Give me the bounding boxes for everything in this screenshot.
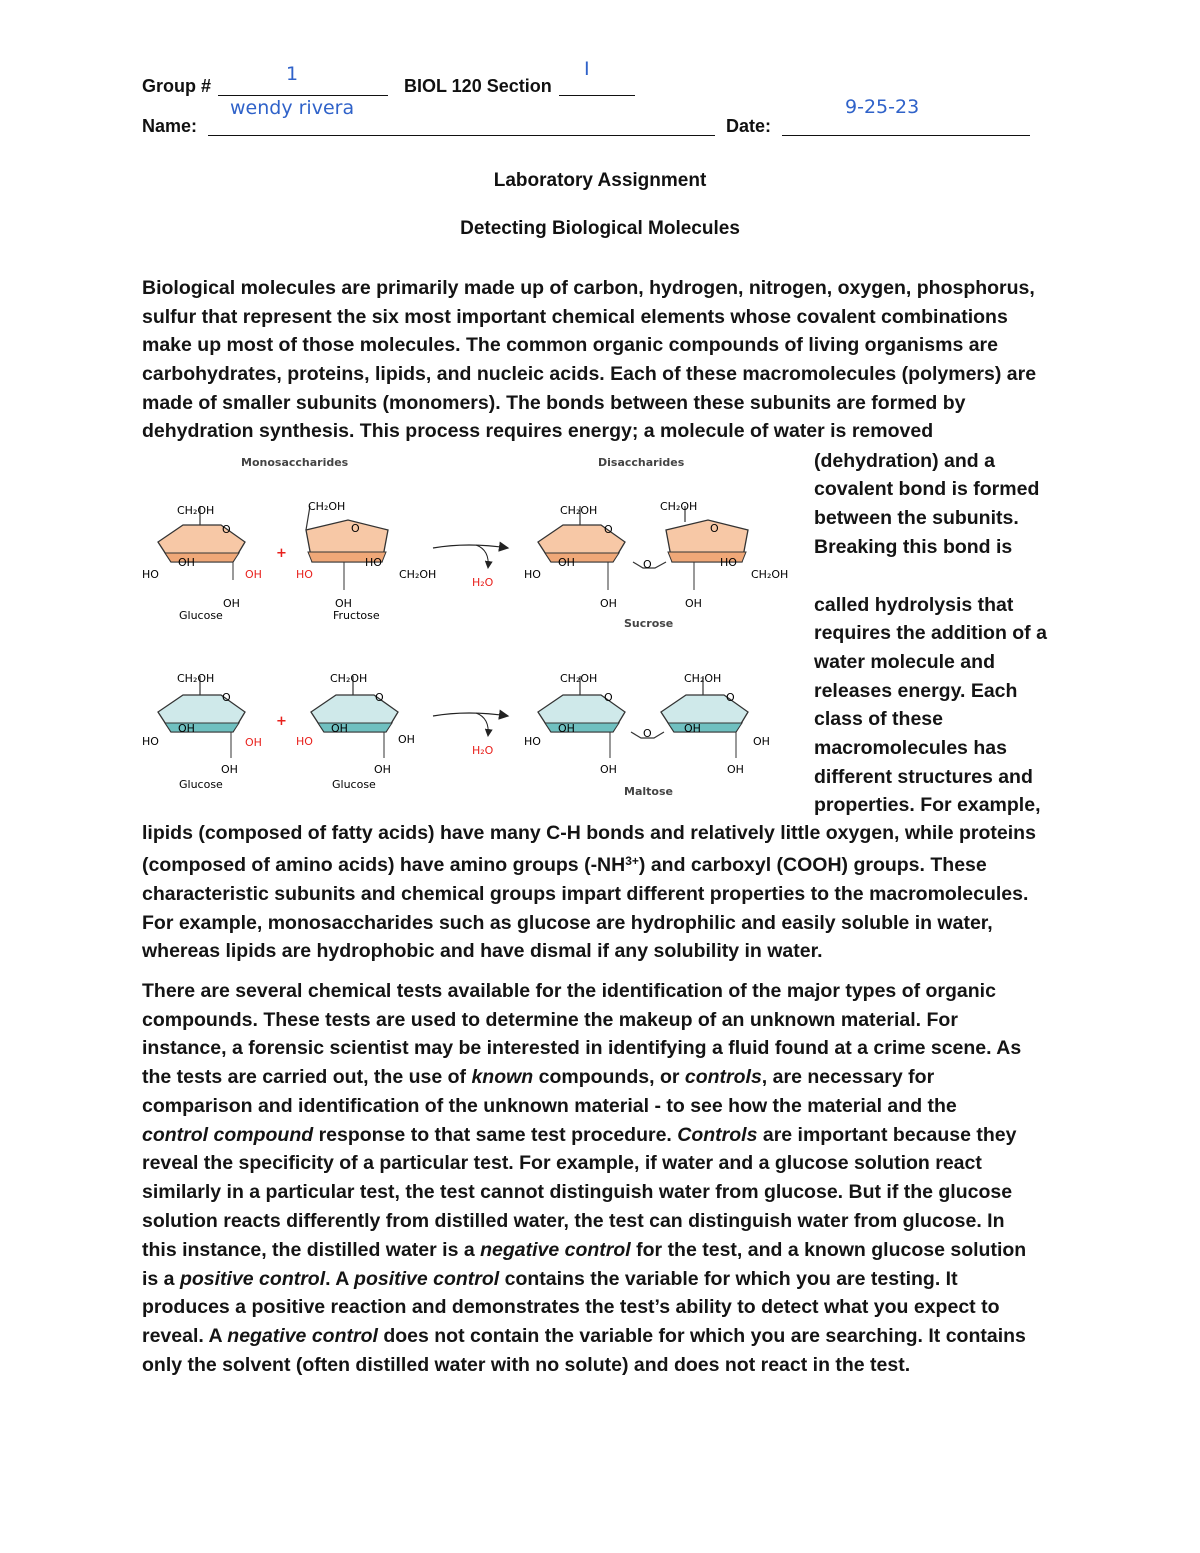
ch2oh-label: CH₂OH [177, 504, 215, 517]
text-line: this instance, the distilled water is a negative control for the test, and a known glucose solution [142, 1239, 1027, 1261]
text-line: different structures and [814, 766, 1033, 788]
ho-label: HO [524, 568, 541, 581]
text-line: requires the addition of a [814, 622, 1047, 644]
text-line: Biological molecules are primarily made up of carbon, hydrogen, nitrogen, oxygen, phosphorus, [142, 277, 1035, 299]
oh-label: OH [727, 763, 744, 776]
ring-oxygen: O [375, 691, 384, 704]
oh-label: OH [753, 735, 770, 748]
ch2oh-label: CH₂OH [560, 504, 598, 517]
ring-oxygen: O [351, 522, 360, 535]
glucose-label: Glucose [179, 609, 223, 622]
text-line: There are several chemical tests available for the identification of the major types of organic [142, 980, 996, 1002]
sucrose-molecule [524, 500, 788, 630]
group-label: Group # [142, 76, 212, 96]
text-line: releases energy. Each [814, 680, 1018, 702]
water-label: H₂O [472, 576, 494, 589]
ho-label: HO [524, 735, 541, 748]
maltose-label: Maltose [624, 785, 673, 798]
text-line: called hydrolysis that [814, 594, 1014, 616]
oh-label: OH [684, 722, 701, 735]
oh-label: OH [178, 556, 195, 569]
text-line: produces a positive reaction and demonstrates the test’s ability to detect what you expect to [142, 1296, 1000, 1318]
text-line: macromolecules has [814, 737, 1007, 759]
ch2oh-label: CH₂OH [399, 568, 437, 581]
ring-oxygen: O [726, 691, 735, 704]
oh-label: OH [178, 722, 195, 735]
name-label: Name: [142, 116, 198, 136]
reaction-arrow-2 [433, 713, 508, 757]
monosaccharides-heading: Monosaccharides [241, 456, 349, 469]
assignment-subtitle: Detecting Biological Molecules [460, 218, 740, 239]
section-label: BIOL 120 Section [404, 76, 552, 96]
text-line: covalent bond is formed [814, 478, 1040, 500]
glucose-ring-1 [142, 504, 262, 622]
assignment-title: Laboratory Assignment [493, 170, 707, 191]
glycosidic-oxygen: O [643, 558, 652, 571]
group-value[interactable]: 1 [286, 63, 299, 85]
ch2oh-label: CH₂OH [177, 672, 215, 685]
text-line: reveal the specificity of a particular test. For example, if water and a glucose solution react [142, 1152, 982, 1174]
glucose-label: Glucose [179, 778, 223, 791]
date-label: Date: [726, 116, 772, 136]
text-line: compounds. These tests are used to determine the makeup of an unknown material. For [142, 1009, 958, 1031]
disaccharides-heading: Disaccharides [598, 456, 685, 469]
name-line [208, 135, 715, 136]
plus-sign: + [276, 714, 287, 729]
oh-label: OH [600, 763, 617, 776]
text-line: control compound response to that same test procedure. Controls are important because they [142, 1124, 1017, 1146]
ho-label-red: HO [296, 568, 313, 581]
plus-sign: + [276, 546, 287, 561]
ho-label: HO [142, 568, 159, 581]
ho-label: HO [365, 556, 382, 569]
oh-label: OH [558, 556, 575, 569]
oh-label: OH [335, 597, 352, 610]
date-value[interactable]: 9-25-23 [845, 96, 920, 118]
text-line: reveal. A negative control does not contain the variable for which you are searching. It contains [142, 1325, 1026, 1347]
oh-label-red: OH [245, 736, 262, 749]
ho-label-red: HO [296, 735, 313, 748]
group-line [218, 95, 388, 96]
text-line: lipids (composed of fatty acids) have many C-H bonds and relatively little oxygen, while proteins [142, 822, 1036, 844]
text-line: comparison and identification of the unknown material - to see how the material and the [142, 1095, 957, 1117]
text-line: similarly in a particular test, the test cannot distinguish water from glucose. But if the glucose [142, 1181, 1013, 1203]
text-line: whereas lipids are hydrophobic and have dismal if any solubility in water. [142, 940, 823, 962]
oh-label-red: OH [245, 568, 262, 581]
section-value[interactable]: I [584, 58, 590, 80]
ho-label: HO [720, 556, 737, 569]
text-line: (dehydration) and a [814, 450, 995, 472]
text-line: made of smaller subunits (monomers). The bonds between these subunits are formed by [142, 392, 966, 414]
ring-oxygen: O [604, 691, 613, 704]
date-line [782, 135, 1030, 136]
text-line: Breaking this bond is [814, 536, 1013, 558]
oh-label: OH [685, 597, 702, 610]
text-line: carbohydrates, proteins, lipids, and nucleic acids. Each of these macromolecules (polymers) are [142, 363, 1037, 385]
ch2oh-label: CH₂OH [751, 568, 789, 581]
text-line: sulfur that represent the six most important chemical elements whose covalent combinations [142, 306, 1008, 328]
glucose-ring-3 [296, 672, 415, 791]
ring-oxygen: O [604, 523, 613, 536]
text-line: instance, a forensic scientist may be interested in identifying a fluid found at a crime scene. As [142, 1037, 1022, 1059]
oh-label: OH [558, 722, 575, 735]
maltose-molecule [524, 672, 770, 798]
text-line: For example, monosaccharides such as glucose are hydrophilic and easily soluble in water, [142, 912, 993, 934]
reaction-arrow-1 [433, 545, 508, 589]
oh-label: OH [398, 733, 415, 746]
text-line: class of these [814, 708, 943, 730]
fructose-ring [296, 500, 436, 622]
text-line: between the subunits. [814, 507, 1019, 529]
text-line: solution reacts differently from distilled water, the test can distinguish water from glucose. In [142, 1210, 1005, 1232]
oh-label: OH [221, 763, 238, 776]
text-line: the tests are carried out, the use of known compounds, or controls, are necessary for [142, 1066, 935, 1088]
water-label: H₂O [472, 744, 494, 757]
name-value[interactable]: wendy rivera [230, 97, 355, 119]
glycosidic-oxygen: O [643, 727, 652, 740]
text-line: (composed of amino acids) have amino groups $(-NH^{3+})$ and carboxyl (COOH) groups. These [142, 854, 987, 876]
ch2oh-label: CH₂OH [330, 672, 368, 685]
text-line: make up most of those molecules. The common organic compounds of living organisms are [142, 334, 998, 356]
oh-label: OH [331, 722, 348, 735]
text-line: water molecule and [814, 651, 995, 673]
ch2oh-label: CH₂OH [684, 672, 722, 685]
ho-label: HO [142, 735, 159, 748]
oh-label: OH [600, 597, 617, 610]
glucose-ring-2 [142, 672, 262, 791]
text-line: only the solvent (often distilled water with no solute) and does not react in the test. [142, 1354, 911, 1376]
sucrose-label: Sucrose [624, 617, 674, 630]
ch2oh-label: CH₂OH [660, 500, 698, 513]
text-line: is a positive control. A positive control contains the variable for which you are testing. It [142, 1268, 958, 1290]
text-line: dehydration synthesis. This process requires energy; a molecule of water is removed [142, 420, 934, 442]
ring-oxygen: O [222, 691, 231, 704]
text-line: properties. For example, [814, 794, 1041, 816]
glucose-label: Glucose [332, 778, 376, 791]
ch2oh-label: CH₂OH [308, 500, 346, 513]
ring-oxygen: O [710, 522, 719, 535]
section-line [559, 95, 635, 96]
text-line: characteristic subunits and chemical groups impart different properties to the macromolecules. [142, 883, 1029, 905]
ch2oh-label: CH₂OH [560, 672, 598, 685]
fructose-label: Fructose [333, 609, 380, 622]
disaccharide-figure [138, 450, 808, 810]
ring-oxygen: O [222, 523, 231, 536]
oh-label: OH [223, 597, 240, 610]
oh-label: OH [374, 763, 391, 776]
